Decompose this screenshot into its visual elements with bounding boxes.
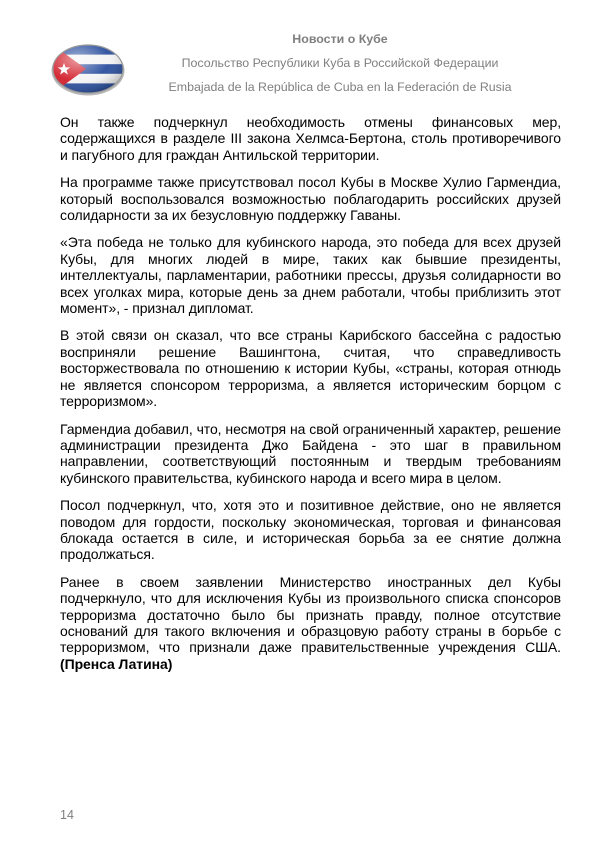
paragraph: В этой связи он сказал, что все страны Карибского бассейна с радостью восприняли решение Вашингтона, считая, что справедливость восторжествовала по отношению к истории Кубы, «страны, которая отнюдь не является спонсором терроризма, а является историческим борцом с терроризмом». [60,327,561,410]
paragraph: Посол подчеркнул, что, хотя это и позитивное действие, оно не является поводом для гордости, поскольку экономическая, торговая и финансовая блокада остается в силе, и историческая борьба за ее снятие должна продолжаться. [60,497,561,563]
cuban-flag-logo-icon [50,42,126,96]
paragraph: Он также подчеркнул необходимость отмены финансовых мер, содержащихся в разделе III закона Хелмса-Бертона, столь противоречивого и пагубного для граждан Антильской территории. [60,114,561,163]
page-header [0,0,607,110]
header-embassy-es: Embajada de la República de Cuba en la Federación de Rusia [168,80,512,94]
header-title: Новости о Кубе [292,32,388,46]
paragraph: «Эта победа не только для кубинского народа, это победа для всех друзей Кубы, для многих людей в мире, таких как бывшие президенты, интеллектуалы, парламентарии, работники прессы, друзья солидарности во всех уголках мира, которые день за днем работали, чтобы приблизить этот момент», - признал дипломат. [60,234,561,317]
page-number: 14 [60,808,74,822]
article-body [60,114,561,683]
header-embassy-ru: Посольство Республики Куба в Российской Федерации [181,56,499,70]
paragraph-last-text: Ранее в своем заявлении Министерство иностранных дел Кубы подчеркнуло, что для исключения Кубы из произвольного списка спонсоров терроризма достаточно было бы признать правду, полное отсутствие оснований для такого включения и образцовую работу страны в борьбе с терроризмом, что признали даже правительственные учреждения США. [60,573,561,656]
paragraph: Гармендиа добавил, что, несмотря на свой ограниченный характер, решение администрации президента Джо Байдена - это шаг в правильном направлении, соответствующий постоянным и твердым требованиям кубинского правительства, кубинского народа и всего мира в целом. [60,420,561,486]
news-source: (Пренса Латина) [60,655,173,672]
paragraph-last [60,574,561,672]
paragraph: На программе также присутствовал посол Кубы в Москве Хулио Гармендиа, который воспользовался возможностью поблагодарить российских друзей солидарности за их безусловную поддержку Гаваны. [60,174,561,224]
